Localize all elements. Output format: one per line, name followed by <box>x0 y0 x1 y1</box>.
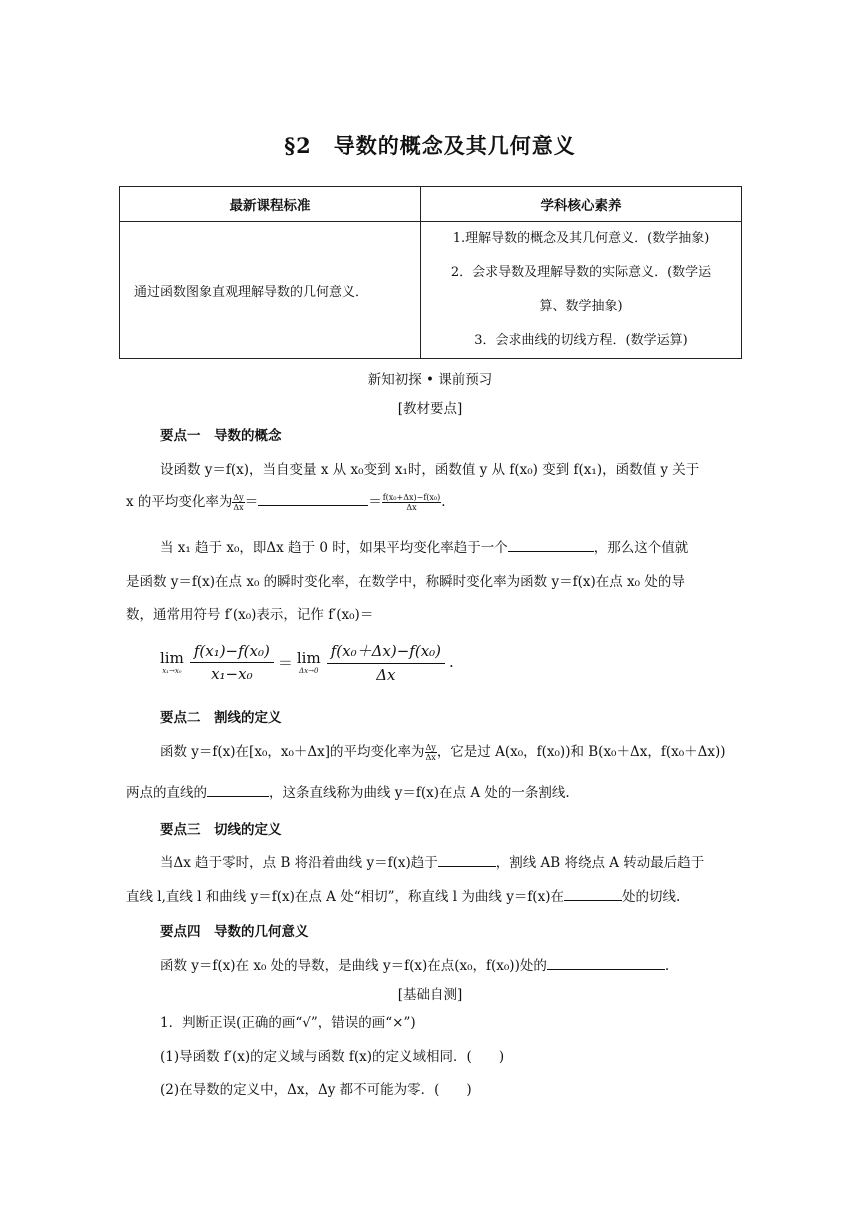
point3-line1-tail: ，割线 AB 将绕点 A 转动最后趋于 <box>495 855 705 871</box>
equals-sign: ＝ <box>244 494 259 510</box>
point2-line1-text: 函数 y＝f(x)在[x₀，x₀＋Δx]的平均变化率为 <box>160 744 425 760</box>
point2-line1 <box>160 740 726 762</box>
fraction-numerator: f(x₀+Δx)−f(x₀) <box>382 493 441 502</box>
table-header-row <box>120 187 742 222</box>
fraction-denominator: Δx <box>425 753 436 762</box>
header-curriculum-standard: 最新课程标准 <box>120 187 421 222</box>
fraction-dy-dx <box>425 743 437 762</box>
fraction-1 <box>190 642 274 683</box>
period: . <box>441 494 446 510</box>
lim-text: lim <box>160 649 184 667</box>
lim-text: lim <box>296 649 321 667</box>
point1-line3-tail: ，那么这个值就 <box>593 540 689 556</box>
point2-heading: 要点二 割线的定义 <box>160 710 282 726</box>
period: . <box>664 958 670 974</box>
fill-blank[interactable] <box>258 493 368 506</box>
point3-line2-text: 直线 l,直线 l 和曲线 y＝f(x)在点 A 处“相切”，称直线 l 为曲线 y＝f(x)在 <box>126 889 564 905</box>
section-heading: 新知初探 • 课前预习 <box>367 372 493 388</box>
equals-sign: ＝ <box>277 653 293 672</box>
fill-blank[interactable] <box>438 854 496 867</box>
point3-line2 <box>126 885 680 905</box>
point1-line1: 设函数 y＝f(x)，当自变量 x 从 x₀变到 x₁时，函数值 y 从 f(x₀) 变到 f(x₁)，函数值 y 关于 <box>160 462 700 478</box>
fraction-denominator: x₁−x₀ <box>211 664 253 683</box>
fraction-numerator: f(x₀＋Δx)−f(x₀) <box>327 640 445 664</box>
point4-line1 <box>160 954 669 974</box>
standard-text: 通过函数图象直观理解导数的几何意义． <box>120 222 421 359</box>
fraction-denominator: Δx <box>406 503 417 512</box>
point1-line4: 是函数 y＝f(x)在点 x₀ 的瞬时变化率，在数学中，称瞬时变化率为函数 y＝f(x)在点 x₀ 处的导 <box>126 574 685 590</box>
literacy-cell <box>421 222 742 359</box>
point1-line2 <box>126 490 446 512</box>
period: . <box>449 653 454 671</box>
fill-blank[interactable] <box>564 888 622 901</box>
fraction-numerator: Δy <box>425 743 436 752</box>
point1-line3-text: 当 x₁ 趋于 x₀，即Δx 趋于 0 时，如果平均变化率趋于一个 <box>160 540 508 556</box>
point4-heading: 要点四 导数的几何意义 <box>160 924 309 940</box>
self-test-label: [基础自测] <box>397 987 463 1003</box>
fraction-difference-quotient <box>382 493 442 512</box>
lim-subscript: Δx→0 <box>299 667 319 675</box>
point1-line2-text: x 的平均变化率为 <box>126 494 233 510</box>
limit-2 <box>297 649 321 675</box>
fraction-denominator: Δx <box>233 503 244 512</box>
point2-line2-tail: ，这条直线称为曲线 y＝f(x)在点 A 处的一条割线. <box>269 785 570 801</box>
question-1-item-1: (1)导函数 f′(x)的定义域与函数 f(x)的定义域相同．( ) <box>160 1049 505 1065</box>
fill-blank[interactable] <box>508 539 594 552</box>
limit-1 <box>160 649 184 675</box>
literacy-item-1: 1.理解导数的概念及其几何意义．(数学抽象) <box>452 231 710 246</box>
fraction-numerator: Δy <box>233 493 244 502</box>
fill-blank[interactable] <box>207 784 269 797</box>
literacy-item-3: 3．会求曲线的切线方程．(数学运算) <box>474 333 688 348</box>
table-row <box>120 222 742 359</box>
fraction-numerator: f(x₁)−f(x₀) <box>190 642 274 663</box>
page-title: §2 导数的概念及其几何意义 <box>284 133 576 158</box>
lim-subscript: x₁→x₀ <box>162 667 182 675</box>
point2-line2-text: 两点的直线的 <box>126 785 207 801</box>
textbook-points-label: [教材要点] <box>397 401 463 417</box>
literacy-item-2: 2．会求导数及理解导数的实际意义．(数学运 <box>450 265 712 280</box>
fraction-2 <box>327 640 445 684</box>
fraction-dy-dx <box>232 493 244 512</box>
point2-line2 <box>126 781 570 801</box>
fraction-denominator: Δx <box>376 666 396 684</box>
header-core-literacy: 学科核心素养 <box>421 187 742 222</box>
point1-heading: 要点一 导数的概念 <box>160 428 282 444</box>
derivative-limit-formula <box>160 640 458 684</box>
question-1: 1．判断正误(正确的画“√”，错误的画“×”) <box>160 1015 416 1031</box>
point1-line3 <box>160 536 688 556</box>
point3-line1-text: 当Δx 趋于零时，点 B 将沿着曲线 y＝f(x)趋于 <box>160 855 438 871</box>
point2-line1-tail: ，它是过 A(x₀，f(x₀))和 B(x₀＋Δx，f(x₀＋Δx)) <box>436 744 726 760</box>
fill-blank[interactable] <box>547 957 665 970</box>
point4-line1-text: 函数 y＝f(x)在 x₀ 处的导数，是曲线 y＝f(x)在点(x₀，f(x₀))处的 <box>160 958 547 974</box>
point3-line2-tail: 处的切线. <box>621 889 681 905</box>
equals-sign: ＝ <box>368 494 382 510</box>
standards-table <box>119 186 742 359</box>
point3-heading: 要点三 切线的定义 <box>160 822 282 838</box>
question-1-item-2: (2)在导数的定义中，Δx，Δy 都不可能为零．( ) <box>160 1082 472 1098</box>
point1-line5: 数，通常用符号 f′(x₀)表示，记作 f′(x₀)＝ <box>126 607 374 623</box>
literacy-item-2-cont: 算、数学抽象) <box>539 299 623 314</box>
point3-line1 <box>160 851 704 871</box>
